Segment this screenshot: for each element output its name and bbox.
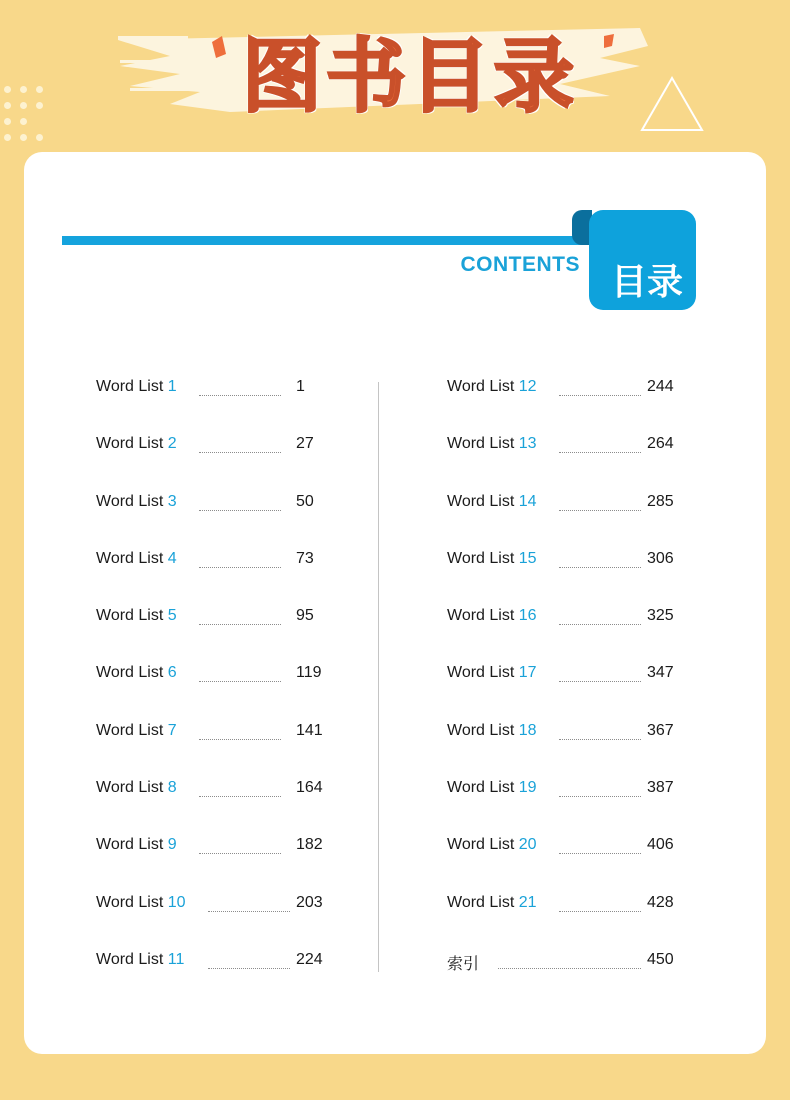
toc-column-right: [447, 362, 687, 992]
toc-entry-page: 406: [647, 836, 674, 854]
toc-entry-title: Word List: [447, 378, 515, 395]
toc-entry-page: 285: [647, 492, 674, 510]
contents-en-label: CONTENTS: [460, 253, 580, 276]
toc-entry-number: 6: [167, 664, 177, 682]
toc-entry[interactable]: [96, 477, 336, 534]
toc-entry-label: [96, 779, 177, 797]
toc-entry[interactable]: [96, 419, 336, 476]
toc-entry[interactable]: [447, 362, 687, 419]
toc-entry-page: 428: [647, 893, 674, 911]
toc-entry-page: 367: [647, 721, 674, 739]
toc-entry-title: Word List: [447, 664, 515, 682]
toc-entry-label: [447, 493, 537, 511]
toc-entry-page: 450: [647, 950, 674, 968]
toc-entry-page: 264: [647, 435, 674, 453]
toc-entry-title: Word List: [96, 779, 164, 797]
toc-entry-label: [447, 779, 537, 797]
toc-entry[interactable]: [96, 763, 336, 820]
toc-entry[interactable]: [447, 706, 687, 763]
toc-entry[interactable]: [447, 534, 687, 591]
toc-entry-title: Word List: [447, 549, 515, 567]
toc-entry[interactable]: [96, 706, 336, 763]
toc-entry-page: 164: [296, 779, 323, 797]
toc-entry-label: [447, 722, 537, 740]
toc-entry-number: 5: [167, 607, 177, 625]
dotted-leader: [199, 510, 281, 511]
toc-entry-title: Word List: [96, 435, 164, 453]
toc-entry-title: Word List: [447, 435, 515, 453]
dotted-leader: [199, 739, 281, 740]
toc-entry[interactable]: [447, 820, 687, 877]
banner-title: [190, 14, 630, 124]
toc-entry-number: 15: [518, 549, 537, 567]
toc-entry-label: [447, 550, 537, 568]
banner: [0, 0, 790, 150]
toc-entry-page: 203: [296, 893, 323, 911]
toc-entry-number: 18: [518, 721, 537, 739]
toc-entry-title: Word List: [96, 950, 164, 968]
toc-entry-page: 1: [296, 378, 305, 395]
dotted-leader: [199, 452, 281, 453]
toc-entry-page: 182: [296, 836, 323, 854]
toc-entry-title: Word List: [447, 779, 515, 797]
toc-entry-number: 8: [167, 779, 177, 797]
toc-entry-page: 73: [296, 549, 314, 567]
toc-entry-label: [96, 435, 177, 453]
toc-entry-number: 19: [518, 779, 537, 797]
toc-entry-label: [96, 607, 177, 625]
header-rule: [62, 236, 606, 245]
toc-entry-label: [447, 664, 537, 682]
toc-entry-title: 索引: [447, 955, 480, 973]
dotted-leader: [559, 510, 641, 511]
toc-entry-title: Word List: [96, 607, 164, 625]
toc-entry-page: 244: [647, 378, 674, 395]
toc-entry-label: [447, 951, 479, 974]
toc-entry-page: 27: [296, 435, 314, 453]
dotted-leader: [559, 452, 641, 453]
toc-entry-title: Word List: [447, 893, 515, 911]
column-divider: [378, 382, 379, 972]
toc-entry-number: 16: [518, 607, 537, 625]
toc-entry[interactable]: [96, 534, 336, 591]
toc-entry-title: Word List: [96, 893, 164, 911]
toc-entry-page: 50: [296, 492, 314, 510]
dotted-leader: [559, 567, 641, 568]
toc-entry-label: [447, 894, 537, 912]
toc-entry-label: [447, 836, 537, 854]
toc-entry-label: [96, 493, 177, 511]
toc-entry-title: Word List: [96, 549, 164, 567]
toc-entry-number: 4: [167, 549, 177, 567]
toc-entry-number: 9: [167, 836, 177, 854]
dotted-leader: [559, 395, 641, 396]
toc-entry[interactable]: [96, 878, 336, 935]
contents-card: [24, 152, 766, 1054]
toc-entry[interactable]: [96, 648, 336, 705]
toc-entry-number: 3: [167, 492, 177, 510]
toc-entry-page: 347: [647, 664, 674, 682]
toc-entry-number: 17: [518, 664, 537, 682]
toc-entry-label: [447, 607, 537, 625]
toc-entry-title: Word List: [447, 607, 515, 625]
dotted-leader: [559, 624, 641, 625]
dotted-leader: [208, 968, 290, 969]
contents-zh-label: 目录: [610, 262, 683, 303]
toc-entry-number: 13: [518, 435, 537, 453]
dotted-leader: [199, 853, 281, 854]
banner-title-text: 图书目录: [242, 29, 578, 123]
toc-entry-label: [96, 894, 186, 912]
toc-entry[interactable]: [447, 763, 687, 820]
toc-entry-title: Word List: [96, 836, 164, 854]
toc-entry-label: [96, 722, 177, 740]
toc-entry-number: 7: [167, 721, 177, 739]
dotted-leader: [559, 681, 641, 682]
toc-entry-number: 2: [167, 435, 177, 453]
toc-entry[interactable]: [447, 878, 687, 935]
toc-entry-page: 119: [296, 664, 322, 682]
toc-entry[interactable]: [447, 935, 687, 992]
toc-entry-label: [447, 435, 537, 453]
dotted-leader: [559, 911, 641, 912]
dotted-leader: [559, 853, 641, 854]
toc-entry-label: [96, 951, 184, 969]
toc-entry-page: 224: [296, 950, 323, 968]
toc-entry-label: [96, 664, 177, 682]
toc-entry[interactable]: [96, 820, 336, 877]
toc-entry-number: 14: [518, 492, 537, 510]
toc-column-left: [96, 362, 336, 992]
toc-entry-label: [447, 378, 537, 396]
toc-entry-number: 12: [518, 378, 537, 395]
dotted-leader: [199, 567, 281, 568]
toc-entry-number: 20: [518, 836, 537, 854]
dotted-leader: [199, 395, 281, 396]
toc-entry-page: 95: [296, 607, 314, 625]
toc-entry[interactable]: [96, 362, 336, 419]
dotted-leader: [199, 681, 281, 682]
toc-entry-title: Word List: [96, 664, 164, 682]
toc-entry-label: [96, 550, 177, 568]
toc-entry-label: [96, 378, 177, 396]
toc-entry-title: Word List: [96, 721, 164, 739]
dotted-leader: [199, 796, 281, 797]
toc-entry-page: 387: [647, 779, 674, 797]
toc-entry-number: 21: [518, 893, 537, 911]
toc-entry-label: [96, 836, 177, 854]
toc-entry-title: Word List: [447, 721, 515, 739]
toc-entry-number: 10: [167, 893, 186, 911]
toc-entry-page: 306: [647, 549, 674, 567]
toc-entry[interactable]: [447, 648, 687, 705]
triangle-outline-graphic: [642, 78, 702, 130]
toc-entry-title: Word List: [447, 492, 515, 510]
dotted-leader: [199, 624, 281, 625]
toc-entry-title: Word List: [96, 378, 164, 395]
toc-entry-title: Word List: [96, 492, 164, 510]
toc-entry-number: 1: [167, 378, 177, 395]
dotted-leader: [208, 911, 290, 912]
dotted-leader: [498, 968, 641, 969]
toc-entry[interactable]: [96, 935, 336, 992]
toc-entry-page: 325: [647, 607, 674, 625]
toc-entry-title: Word List: [447, 836, 515, 854]
toc-entry-number: 11: [167, 950, 185, 968]
toc-entry[interactable]: [447, 419, 687, 476]
dotted-leader: [559, 739, 641, 740]
toc-entry[interactable]: [447, 477, 687, 534]
toc-entry[interactable]: [96, 591, 336, 648]
toc-entry-page: 141: [296, 721, 323, 739]
toc-entry[interactable]: [447, 591, 687, 648]
dotted-leader: [559, 796, 641, 797]
